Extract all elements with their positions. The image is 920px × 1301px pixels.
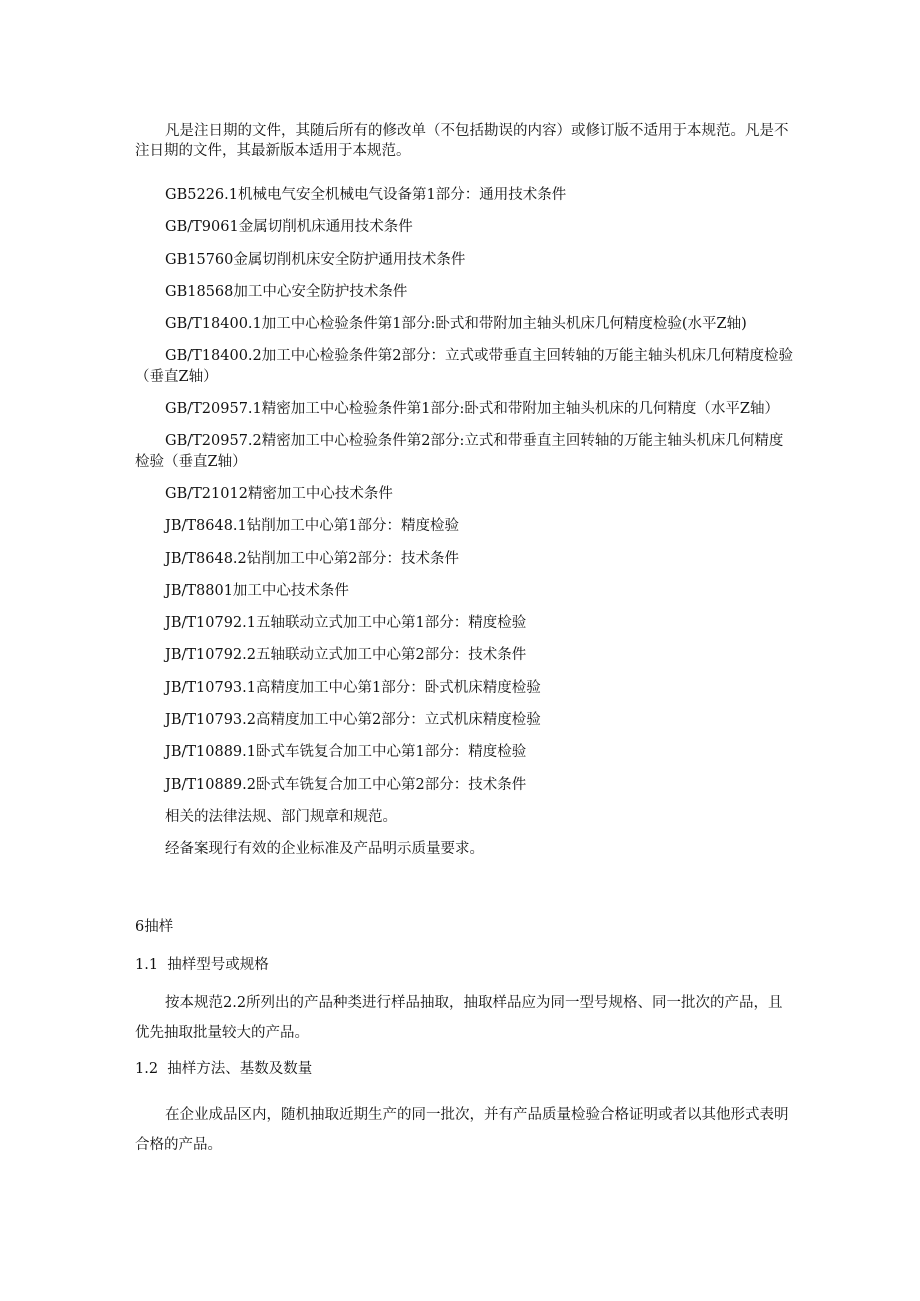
reference-item: GB/T18400.2加工中心检验条件第2部分：立式或带垂直主回转轴的万能主轴头机床几何精度检验（垂直Z轴） [135,348,793,385]
reference-item: GB/T20957.2精密加工中心检验条件第2部分:立式和带垂直主回转轴的万能主轴头机床几何精度检验（垂直Z轴） [135,433,784,470]
reference-item: JB/T8648.2钻削加工中心第2部分：技术条件 [165,550,459,567]
reference-item: 相关的法律法规、部门规章和规范。 [165,808,397,825]
reference-item: JB/T10889.1卧式车铣复合加工中心第1部分：精度检验 [165,744,527,761]
subsection-heading: 1.1 抽样型号或规格 [135,957,269,973]
reference-item: JB/T8801加工中心技术条件 [165,582,349,599]
intro-line-2: 凡是不注日期的文件，其最新版本适用于本规范。 [135,123,789,160]
reference-item: JB/T10889.2卧式车铣复合加工中心第2部分：技术条件 [165,776,527,793]
intro-line-1: 凡是注日期的文件，其随后所有的修改单（不包括勘误的内容）或修订版不适用于本规范。 [165,123,745,139]
reference-list [135,185,795,872]
reference-item: GB/T20957.1精密加工中心检验条件第1部分:卧式和带附加主轴头机床的几何精度（水平Z轴） [165,401,779,418]
reference-item: GB5226.1机械电气安全机械电气设备第1部分：通用技术条件 [165,187,567,203]
reference-item: JB/T10793.2高精度加工中心第2部分：立式机床精度检验 [165,712,541,729]
reference-item: GB/T21012精密加工中心技术条件 [165,485,393,502]
subsection-paragraph: 按本规范2.2所列出的产品种类进行样品抽取，抽取样品应为同一型号规格、同一批次的产品，且优先抽取批量较大的产品。 [135,995,783,1041]
reference-item: JB/T10793.1高精度加工中心第1部分：卧式机床精度检验 [165,679,541,696]
reference-item: GB/T9061金属切削机床通用技术条件 [165,219,413,236]
subsection-paragraph: 在企业成品区内，随机抽取近期生产的同一批次，并有产品质量检验合格证明或者以其他形式表明合格的产品。 [135,1107,789,1153]
reference-item: GB18568加工中心安全防护技术条件 [165,283,408,300]
reference-item: JB/T10792.1五轴联动立式加工中心第1部分：精度检验 [165,615,527,632]
intro-paragraph [135,121,795,162]
reference-item: JB/T10792.2五轴联动立式加工中心第2部分：技术条件 [165,647,527,664]
subsection-heading: 1.2 抽样方法、基数及数量 [135,1061,313,1077]
reference-item: 经备案现行有效的企业标准及产品明示质量要求。 [165,841,484,858]
section-heading: 6抽样 [135,919,174,935]
reference-item: GB15760金属切削机床安全防护通用技术条件 [165,251,466,268]
reference-item: GB/T18400.1加工中心检验条件第1部分:卧式和带附加主轴头机床几何精度检验(水平Z轴) [165,316,747,333]
reference-item: JB/T8648.1钻削加工中心第1部分：精度检验 [165,518,459,535]
